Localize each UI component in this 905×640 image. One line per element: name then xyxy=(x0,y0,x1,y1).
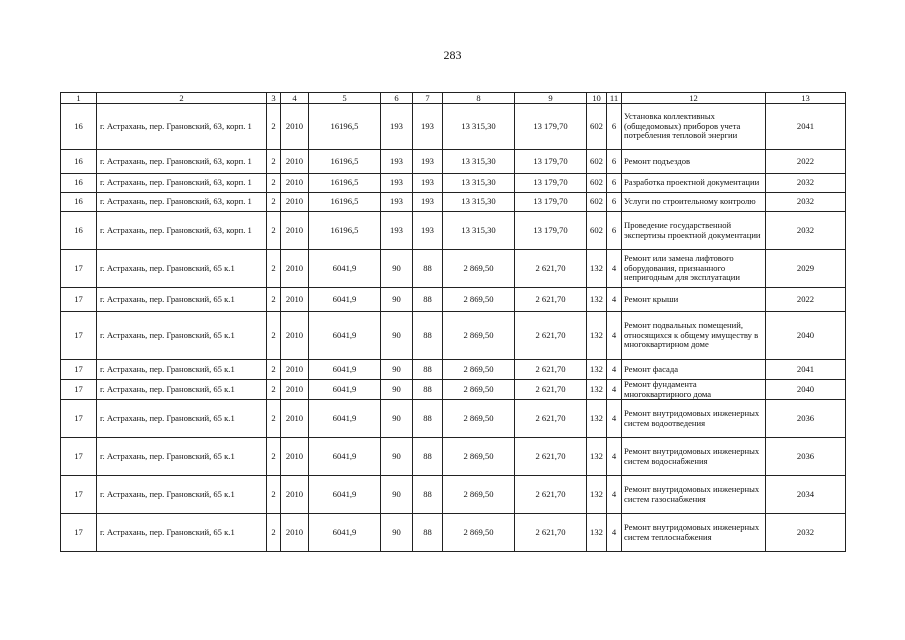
cell-residents: 132 xyxy=(587,250,607,288)
cell-building-number: 17 xyxy=(61,312,97,360)
cell-year: 2010 xyxy=(281,400,309,438)
cell-floors-count: 2 xyxy=(267,193,281,212)
column-header: 6 xyxy=(381,93,413,104)
cell-area-total: 13 315,30 xyxy=(443,212,515,250)
cell-address: г. Астрахань, пер. Грановский, 65 к.1 xyxy=(97,312,267,360)
cell-apartments: 193 xyxy=(381,104,413,150)
cell-entrances: 4 xyxy=(607,380,622,400)
cell-work-type: Ремонт фундамента многоквартирного дома xyxy=(622,380,766,400)
column-header: 11 xyxy=(607,93,622,104)
cell-area-living: 13 179,70 xyxy=(515,104,587,150)
table-row xyxy=(61,150,846,174)
cell-entrances: 6 xyxy=(607,104,622,150)
cell-entrances: 6 xyxy=(607,193,622,212)
cell-address: г. Астрахань, пер. Грановский, 65 к.1 xyxy=(97,360,267,380)
cell-work-type: Ремонт внутридомовых инженерных систем теплоснабжения xyxy=(622,514,766,552)
cell-area: 6041,9 xyxy=(309,514,381,552)
cell-work-type: Ремонт внутридомовых инженерных систем водоснабжения xyxy=(622,438,766,476)
cell-area-total: 13 315,30 xyxy=(443,150,515,174)
cell-entrances: 4 xyxy=(607,250,622,288)
cell-year: 2010 xyxy=(281,380,309,400)
cell-area-living: 2 621,70 xyxy=(515,514,587,552)
page-number: 283 xyxy=(443,48,462,62)
cell-planned-year: 2040 xyxy=(766,380,846,400)
cell-building-number: 16 xyxy=(61,174,97,193)
cell-planned-year: 2036 xyxy=(766,400,846,438)
cell-apartments: 90 xyxy=(381,476,413,514)
cell-floors-count: 2 xyxy=(267,380,281,400)
cell-address: г. Астрахань, пер. Грановский, 63, корп. 1 xyxy=(97,104,267,150)
cell-apartments: 90 xyxy=(381,438,413,476)
cell-work-type: Ремонт подъездов xyxy=(622,150,766,174)
cell-entrances: 6 xyxy=(607,150,622,174)
column-header: 3 xyxy=(267,93,281,104)
cell-year: 2010 xyxy=(281,476,309,514)
cell-year: 2010 xyxy=(281,514,309,552)
cell-area-living: 2 621,70 xyxy=(515,288,587,312)
cell-area-living: 13 179,70 xyxy=(515,150,587,174)
cell-entrances: 6 xyxy=(607,212,622,250)
cell-residents: 602 xyxy=(587,150,607,174)
cell-year: 2010 xyxy=(281,288,309,312)
cell-address: г. Астрахань, пер. Грановский, 63, корп. 1 xyxy=(97,193,267,212)
cell-building-number: 17 xyxy=(61,400,97,438)
cell-area: 6041,9 xyxy=(309,476,381,514)
cell-address: г. Астрахань, пер. Грановский, 63, корп. 1 xyxy=(97,212,267,250)
cell-building-number: 17 xyxy=(61,360,97,380)
cell-area: 6041,9 xyxy=(309,312,381,360)
cell-entrances: 4 xyxy=(607,438,622,476)
column-header: 13 xyxy=(766,93,846,104)
cell-planned-year: 2034 xyxy=(766,476,846,514)
cell-apartments: 90 xyxy=(381,312,413,360)
cell-address: г. Астрахань, пер. Грановский, 65 к.1 xyxy=(97,476,267,514)
cell-residential: 88 xyxy=(413,380,443,400)
cell-year: 2010 xyxy=(281,360,309,380)
table-body xyxy=(61,104,846,552)
cell-building-number: 16 xyxy=(61,104,97,150)
cell-work-type: Ремонт или замена лифтового оборудования, признанного непригодным для эксплуатации xyxy=(622,250,766,288)
cell-residential: 193 xyxy=(413,193,443,212)
cell-work-type: Проведение государственной экспертизы проектной документации xyxy=(622,212,766,250)
cell-work-type: Ремонт крыши xyxy=(622,288,766,312)
cell-apartments: 193 xyxy=(381,150,413,174)
cell-entrances: 4 xyxy=(607,312,622,360)
cell-residential: 88 xyxy=(413,250,443,288)
column-header: 2 xyxy=(97,93,267,104)
table-row xyxy=(61,212,846,250)
cell-residential: 88 xyxy=(413,438,443,476)
cell-area: 6041,9 xyxy=(309,288,381,312)
cell-planned-year: 2029 xyxy=(766,250,846,288)
cell-residential: 88 xyxy=(413,360,443,380)
cell-entrances: 4 xyxy=(607,288,622,312)
cell-area: 6041,9 xyxy=(309,250,381,288)
cell-residential: 193 xyxy=(413,150,443,174)
column-header: 12 xyxy=(622,93,766,104)
table-row xyxy=(61,288,846,312)
cell-residents: 132 xyxy=(587,360,607,380)
column-header: 8 xyxy=(443,93,515,104)
cell-year: 2010 xyxy=(281,312,309,360)
cell-address: г. Астрахань, пер. Грановский, 63, корп. 1 xyxy=(97,150,267,174)
cell-planned-year: 2036 xyxy=(766,438,846,476)
cell-work-type: Разработка проектной документации xyxy=(622,174,766,193)
table-row xyxy=(61,438,846,476)
cell-work-type: Ремонт фасада xyxy=(622,360,766,380)
cell-floors-count: 2 xyxy=(267,360,281,380)
cell-area-total: 2 869,50 xyxy=(443,250,515,288)
cell-planned-year: 2041 xyxy=(766,360,846,380)
cell-area: 16196,5 xyxy=(309,174,381,193)
cell-floors-count: 2 xyxy=(267,174,281,193)
cell-planned-year: 2032 xyxy=(766,514,846,552)
cell-entrances: 4 xyxy=(607,400,622,438)
cell-year: 2010 xyxy=(281,438,309,476)
cell-residential: 193 xyxy=(413,104,443,150)
cell-year: 2010 xyxy=(281,150,309,174)
cell-apartments: 90 xyxy=(381,288,413,312)
table-row xyxy=(61,250,846,288)
cell-floors-count: 2 xyxy=(267,400,281,438)
cell-area: 6041,9 xyxy=(309,360,381,380)
cell-residential: 193 xyxy=(413,174,443,193)
cell-residents: 132 xyxy=(587,514,607,552)
cell-residents: 602 xyxy=(587,193,607,212)
cell-area-living: 2 621,70 xyxy=(515,438,587,476)
cell-address: г. Астрахань, пер. Грановский, 65 к.1 xyxy=(97,438,267,476)
cell-apartments: 193 xyxy=(381,212,413,250)
cell-area-living: 2 621,70 xyxy=(515,380,587,400)
cell-planned-year: 2040 xyxy=(766,312,846,360)
cell-apartments: 90 xyxy=(381,514,413,552)
cell-entrances: 4 xyxy=(607,514,622,552)
cell-area-total: 2 869,50 xyxy=(443,514,515,552)
cell-floors-count: 2 xyxy=(267,104,281,150)
column-header: 5 xyxy=(309,93,381,104)
cell-floors-count: 2 xyxy=(267,288,281,312)
cell-area-total: 2 869,50 xyxy=(443,400,515,438)
cell-area-living: 13 179,70 xyxy=(515,174,587,193)
cell-area: 6041,9 xyxy=(309,400,381,438)
cell-address: г. Астрахань, пер. Грановский, 63, корп. 1 xyxy=(97,174,267,193)
repair-program-table xyxy=(60,92,846,552)
cell-building-number: 16 xyxy=(61,212,97,250)
cell-entrances: 4 xyxy=(607,476,622,514)
cell-area: 16196,5 xyxy=(309,150,381,174)
cell-residents: 132 xyxy=(587,288,607,312)
table-row xyxy=(61,476,846,514)
cell-residents: 602 xyxy=(587,104,607,150)
table-header xyxy=(61,93,846,104)
column-header: 4 xyxy=(281,93,309,104)
cell-area: 16196,5 xyxy=(309,104,381,150)
cell-address: г. Астрахань, пер. Грановский, 65 к.1 xyxy=(97,250,267,288)
cell-building-number: 16 xyxy=(61,193,97,212)
cell-year: 2010 xyxy=(281,250,309,288)
cell-residents: 132 xyxy=(587,400,607,438)
cell-residential: 88 xyxy=(413,288,443,312)
cell-work-type: Ремонт внутридомовых инженерных систем водоотведения xyxy=(622,400,766,438)
cell-area: 16196,5 xyxy=(309,193,381,212)
cell-area-living: 2 621,70 xyxy=(515,400,587,438)
cell-residential: 88 xyxy=(413,514,443,552)
cell-area-total: 13 315,30 xyxy=(443,174,515,193)
column-header: 9 xyxy=(515,93,587,104)
cell-area-total: 13 315,30 xyxy=(443,104,515,150)
cell-residents: 132 xyxy=(587,476,607,514)
cell-address: г. Астрахань, пер. Грановский, 65 к.1 xyxy=(97,400,267,438)
cell-building-number: 17 xyxy=(61,514,97,552)
cell-floors-count: 2 xyxy=(267,438,281,476)
cell-residential: 88 xyxy=(413,312,443,360)
cell-apartments: 90 xyxy=(381,250,413,288)
table-row xyxy=(61,360,846,380)
cell-floors-count: 2 xyxy=(267,476,281,514)
cell-planned-year: 2032 xyxy=(766,212,846,250)
cell-floors-count: 2 xyxy=(267,514,281,552)
cell-floors-count: 2 xyxy=(267,250,281,288)
cell-apartments: 193 xyxy=(381,193,413,212)
table-row xyxy=(61,514,846,552)
cell-year: 2010 xyxy=(281,193,309,212)
table-row xyxy=(61,174,846,193)
cell-work-type: Ремонт подвальных помещений, относящихся к общему имуществу в многоквартирном доме xyxy=(622,312,766,360)
cell-year: 2010 xyxy=(281,104,309,150)
cell-area-total: 2 869,50 xyxy=(443,360,515,380)
cell-floors-count: 2 xyxy=(267,312,281,360)
cell-building-number: 16 xyxy=(61,150,97,174)
cell-apartments: 90 xyxy=(381,380,413,400)
table-row xyxy=(61,380,846,400)
cell-apartments: 90 xyxy=(381,360,413,380)
table-row xyxy=(61,312,846,360)
cell-residents: 132 xyxy=(587,380,607,400)
cell-residents: 132 xyxy=(587,312,607,360)
cell-area-total: 2 869,50 xyxy=(443,438,515,476)
cell-planned-year: 2022 xyxy=(766,150,846,174)
cell-residential: 88 xyxy=(413,476,443,514)
cell-building-number: 17 xyxy=(61,380,97,400)
cell-apartments: 90 xyxy=(381,400,413,438)
cell-year: 2010 xyxy=(281,174,309,193)
table-row xyxy=(61,193,846,212)
cell-work-type: Ремонт внутридомовых инженерных систем газоснабжения xyxy=(622,476,766,514)
cell-area-total: 2 869,50 xyxy=(443,476,515,514)
cell-area-living: 13 179,70 xyxy=(515,212,587,250)
cell-address: г. Астрахань, пер. Грановский, 65 к.1 xyxy=(97,288,267,312)
cell-building-number: 17 xyxy=(61,250,97,288)
cell-area: 6041,9 xyxy=(309,438,381,476)
cell-building-number: 17 xyxy=(61,476,97,514)
cell-year: 2010 xyxy=(281,212,309,250)
table-row xyxy=(61,400,846,438)
cell-residents: 602 xyxy=(587,174,607,193)
cell-area-living: 2 621,70 xyxy=(515,250,587,288)
column-header: 7 xyxy=(413,93,443,104)
cell-area-total: 2 869,50 xyxy=(443,288,515,312)
column-header: 10 xyxy=(587,93,607,104)
cell-work-type: Установка коллективных (общедомовых) приборов учета потребления тепловой энергии xyxy=(622,104,766,150)
cell-area-total: 13 315,30 xyxy=(443,193,515,212)
cell-area-living: 13 179,70 xyxy=(515,193,587,212)
cell-area-total: 2 869,50 xyxy=(443,312,515,360)
cell-residents: 602 xyxy=(587,212,607,250)
cell-area: 6041,9 xyxy=(309,380,381,400)
cell-residents: 132 xyxy=(587,438,607,476)
cell-planned-year: 2041 xyxy=(766,104,846,150)
cell-address: г. Астрахань, пер. Грановский, 65 к.1 xyxy=(97,380,267,400)
cell-planned-year: 2032 xyxy=(766,193,846,212)
cell-area: 16196,5 xyxy=(309,212,381,250)
cell-building-number: 17 xyxy=(61,438,97,476)
cell-floors-count: 2 xyxy=(267,212,281,250)
cell-residential: 88 xyxy=(413,400,443,438)
table-row xyxy=(61,104,846,150)
cell-area-living: 2 621,70 xyxy=(515,360,587,380)
cell-area-living: 2 621,70 xyxy=(515,312,587,360)
cell-planned-year: 2022 xyxy=(766,288,846,312)
column-header: 1 xyxy=(61,93,97,104)
column-number-row xyxy=(61,93,846,104)
cell-apartments: 193 xyxy=(381,174,413,193)
cell-area-living: 2 621,70 xyxy=(515,476,587,514)
cell-address: г. Астрахань, пер. Грановский, 65 к.1 xyxy=(97,514,267,552)
cell-planned-year: 2032 xyxy=(766,174,846,193)
cell-building-number: 17 xyxy=(61,288,97,312)
cell-work-type: Услуги по строительному контролю xyxy=(622,193,766,212)
cell-area-total: 2 869,50 xyxy=(443,380,515,400)
cell-floors-count: 2 xyxy=(267,150,281,174)
cell-entrances: 4 xyxy=(607,360,622,380)
cell-entrances: 6 xyxy=(607,174,622,193)
cell-residential: 193 xyxy=(413,212,443,250)
